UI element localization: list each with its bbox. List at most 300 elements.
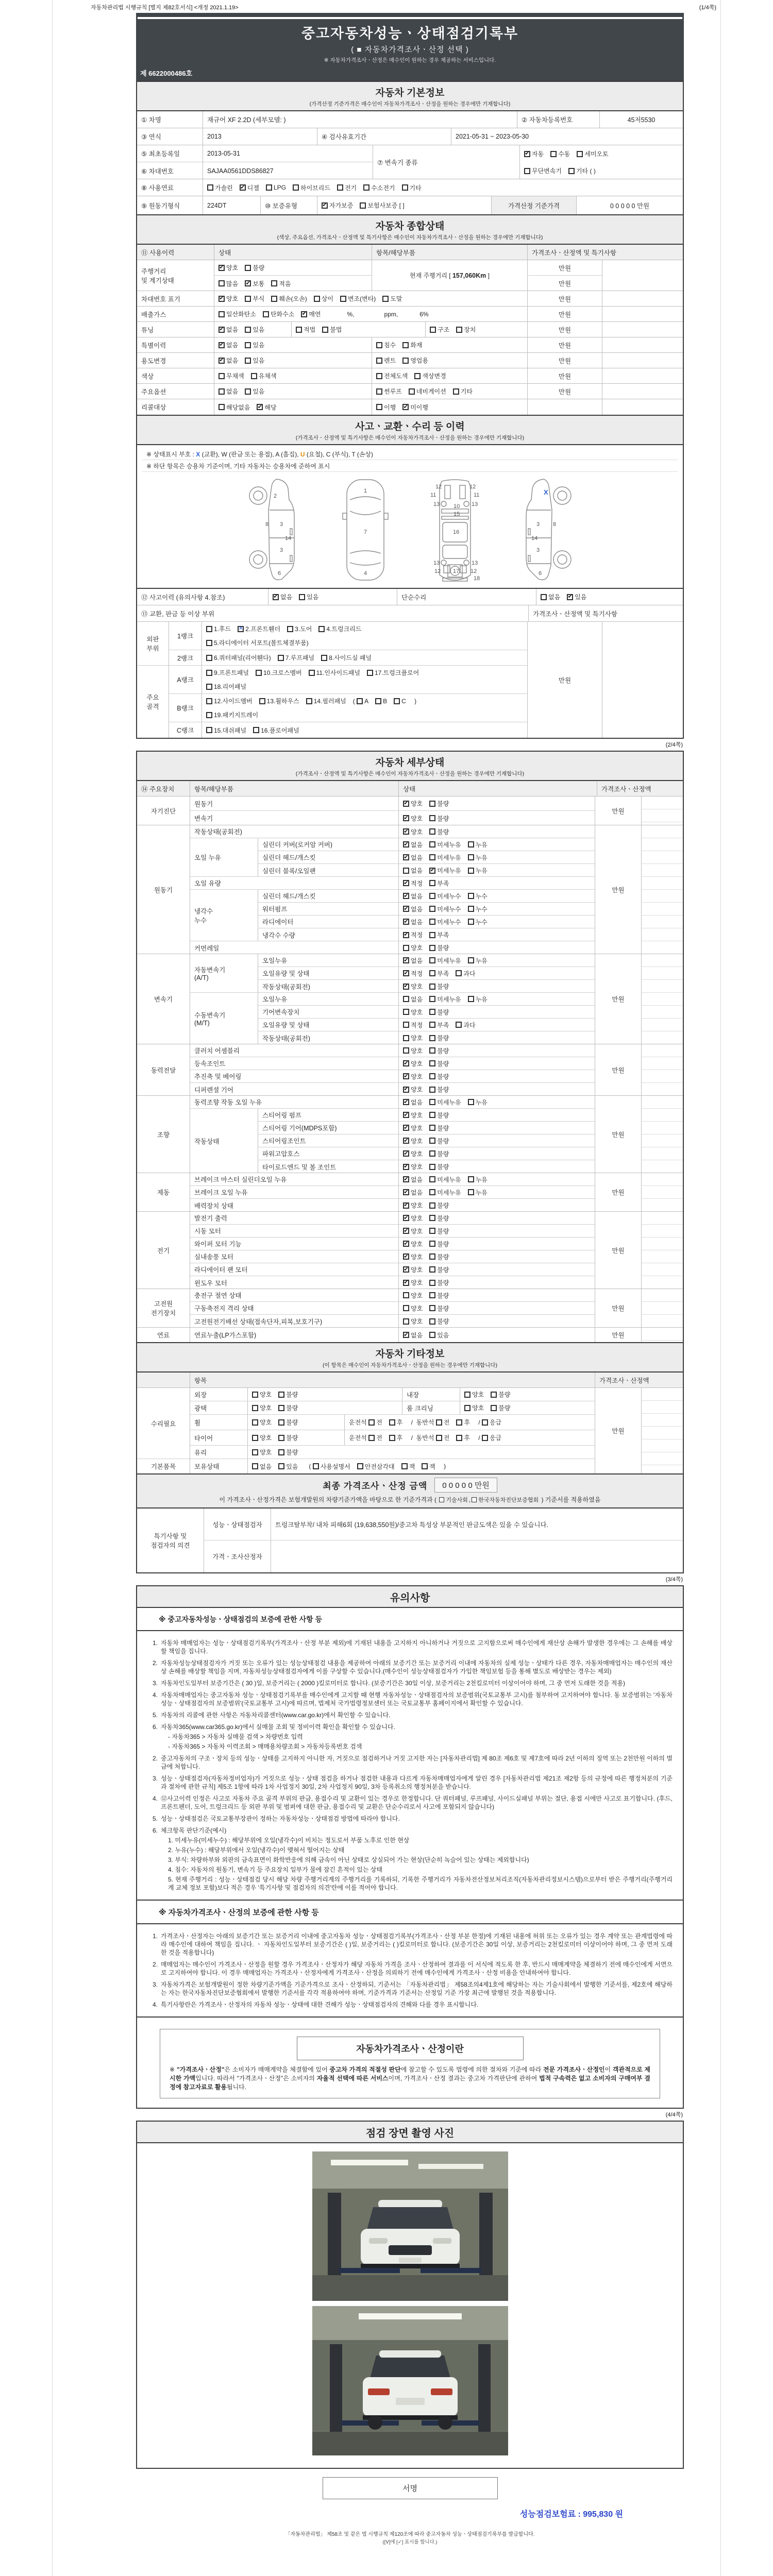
table-subrow (202, 650, 527, 666)
text-cell: 스티어링조인트 (258, 1134, 399, 1147)
section-header-overall (136, 215, 684, 245)
checkbox-있음: 있음 (245, 356, 264, 365)
checkbox-전: 전 (368, 1433, 382, 1442)
text-cell: 만원 (528, 384, 602, 399)
notice-item: 2. 자동차성능상태점검자가 거짓 또는 오류가 있는 성능상태점검 내용을 제공하여 아래의 보증기간 또는 보증거리 이내에 자동차의 실제 성능ㆍ상태가 다른 경우, 자동차매매업자는 매수인의 재산상 손해를 배상할 책임을 지며, 자동차성능상태점검자에게 이를 구상할 수 있습니다.(매수인이 성능상태점검자가 가입한 책임보험 등을 통해 별도로 배상받는 경우는 제외) (152, 1659, 673, 1675)
text-cell (642, 1212, 683, 1289)
svg-text:16: 16 (452, 529, 459, 535)
table-row (137, 1388, 683, 1473)
section-title: 점검 장면 촬영 사진 (365, 2128, 455, 2139)
text-cell: 연료누출(LP가스포함) (190, 1328, 399, 1342)
text-run: 운전석 (349, 1419, 369, 1426)
checkbox-미세누유: 미세누유 (429, 1188, 461, 1197)
checkbox-해당: ✔ 해당 (257, 403, 277, 411)
notice-item: 4. 자동차매매업자는 중고자동차 성능ㆍ상태점검기록부를 매수인에게 고지할 때 현행 자동차성능ㆍ상태점검자의 보증범위(국토교통부 고시)를 첨부하여 고지하여야 합니다. 동 보증범위는 '자동차성능ㆍ상태점검자의 보증범위'(국토교통부 고시)에 따르며, 법제처 국가법령정보센터 또는 국토교통부 홈페이지에서 확인할 수 있습니다. (152, 1691, 673, 1707)
text-run: / (476, 1434, 482, 1442)
check-cell (399, 980, 595, 992)
notice-item: 2. 중고자동차의 구조ㆍ장치 등의 성능ㆍ상태를 고지하지 아니한 자, 거짓으로 점검하거나 거짓 고지한 자는 [자동차관리법] 제 80조 제6호 및 제7호에 따라 2년 이하의 징역 또는 2천만원 이하의 벌금에 처합니다. (152, 1755, 673, 1770)
table-subrow (258, 1134, 595, 1147)
text-cell: 충전구 절연 상태 (190, 1289, 399, 1301)
table-subrow (190, 1289, 595, 1302)
checkbox-양호: ✔ 양호 (404, 1111, 423, 1119)
svg-text:11: 11 (430, 492, 436, 498)
table-subrow (258, 851, 595, 864)
checkbox-미세누유: ✔ 미세누유 (430, 867, 461, 874)
svg-text:3: 3 (279, 547, 283, 553)
check-cell (399, 1238, 595, 1250)
table-subrow (258, 954, 595, 967)
text-cell: 배력장치 상태 (190, 1199, 399, 1211)
checkbox-불량: 불량 (491, 1403, 510, 1412)
text-cell: 구동축전지 격리 상태 (190, 1302, 399, 1314)
checkbox-기타: 기타 (402, 183, 422, 192)
check-cell (317, 196, 492, 214)
text-cell (602, 291, 683, 306)
checkbox-적음: 적음 (271, 279, 291, 288)
final-price-amount: 0 0 0 0 0 만원 (434, 1478, 497, 1493)
text-cell: 만원 (595, 1212, 642, 1289)
checkbox-누수: 누수 (468, 918, 488, 926)
table-subrow (190, 1238, 595, 1250)
table-subrow (190, 993, 595, 1044)
table-subrow (190, 1173, 595, 1186)
table-subrow (190, 1212, 595, 1225)
text-cell: ⑥ 차대번호 (141, 167, 174, 175)
section-title: 자동차 세부상태 (375, 757, 445, 768)
checkbox-11.인사이드패널: 11.인사이드패널 (309, 668, 360, 677)
cell-group (190, 796, 595, 825)
table-subrow (190, 811, 595, 825)
checkbox-화재: 화재 (402, 341, 422, 349)
text-cell (642, 1044, 683, 1095)
text-cell: ⑩ 보증유형 (261, 196, 317, 214)
notice-item: 4. ⑫사고이력 인정은 사고로 자동차 주요 골격 부위의 판금, 용접수리 및 교환이 있는 경우로 한정합니다. 단 쿼터패널, 루프패널, 사이드실패널 부위는 절단, 용접 시에만 사고로 표기합니다. (후드, 프론트펜더, 도어, 트렁크리드 등 외판 부위 및 범퍼에 대한 판금, 용접수리 및 교환은 단순수리로서 사고에 포함되지 않습니다) (152, 1795, 673, 1810)
inspection-photos (136, 2143, 684, 2469)
checkbox-잭: 잭 (401, 1462, 415, 1471)
table-subrow (258, 916, 595, 928)
checkbox-불량: 불량 (429, 943, 449, 952)
emphasized-text: U (300, 451, 305, 458)
text-cell (271, 1540, 683, 1572)
detail-state-table (136, 781, 684, 1343)
checkbox-불량: 불량 (278, 1390, 298, 1399)
checkbox-2.프론트휀더: ✕ 2.프론트휀더 (238, 625, 281, 633)
table-row (137, 1044, 683, 1096)
section-title: 유의사항 (390, 1592, 430, 1604)
text-run: 6% (419, 310, 429, 318)
checkbox-양호: ✔ 양호 (404, 1266, 423, 1274)
text-cell: 추진축 및 베어링 (190, 1070, 399, 1082)
text-cell: 만원 (528, 307, 602, 321)
text-cell: 자기진단 (137, 796, 190, 825)
text-cell: 차대번호 표기 (137, 291, 214, 306)
section-header-accident (136, 416, 684, 445)
checkbox-불량: 불량 (429, 982, 449, 991)
checkbox-양호: 양호 (252, 1433, 272, 1442)
text-cell: 항목/해당부품 (372, 245, 528, 260)
checkbox-없음: ✔ 없음 (404, 1098, 423, 1106)
checkbox-전기: 전기 (337, 183, 357, 192)
table-subrow (258, 928, 595, 941)
checkbox-불량: 불량 (429, 814, 449, 823)
appraisal-title: 자동차가격조사ㆍ산정이란 (297, 2037, 524, 2060)
checkbox-누유: 누유 (468, 995, 488, 1004)
text-cell: 동력조향 작동 오일 누유 (190, 1096, 399, 1108)
check-cell (399, 1160, 595, 1173)
notice-a-header: ※ 중고자동차성능ㆍ상태점검의 보증에 관한 사항 등 (159, 1615, 323, 1623)
overall-state-table (136, 245, 684, 416)
table-subrow (190, 825, 595, 838)
text-cell: 가격ㆍ조사산정자 (204, 1540, 271, 1572)
table-subrow (190, 954, 595, 993)
text-cell: 1랭크 (177, 633, 194, 640)
svg-text:6: 6 (538, 570, 542, 577)
check-cell (399, 825, 595, 838)
appraisal-definition-box (136, 2018, 684, 2109)
text-cell: 타이로드엔드 및 볼 조인트 (258, 1160, 399, 1173)
checkbox-불량: 불량 (429, 1059, 449, 1068)
checkbox-양호: ✔ 양호 (404, 1214, 423, 1222)
svg-text:18: 18 (473, 575, 480, 582)
cell-group (137, 622, 169, 738)
checkbox-부족: 부족 (429, 969, 449, 978)
form-reference-line (53, 1, 720, 13)
check-cell (214, 322, 292, 337)
checkbox-양호: 양호 (464, 1390, 484, 1399)
page-marker-3: (3/4쪽) (665, 1577, 683, 1583)
checkbox-양호: ✔ 양호 (404, 1202, 423, 1209)
text-run: (교환), W (판금 또는 용접), A (흠집), (200, 451, 300, 458)
checkbox-18.리어패널: 18.리어패널 (206, 682, 246, 691)
check-cell (399, 1263, 595, 1276)
text-cell: 변속기 (190, 811, 399, 825)
text-cell: 작동상태(공회전) (258, 980, 399, 992)
text-cell: 워터펌프 (258, 903, 399, 915)
text-cell: 라디에이터 팬 모터 (190, 1263, 399, 1276)
section-header-notice (136, 1585, 684, 1608)
text-cell: 특기사항 및 점검자의 의견 (137, 1509, 204, 1572)
table-subrow (190, 1083, 595, 1095)
notice-item: 2. 매매업자는 매수인이 가격조사ㆍ산정을 원할 경우 가격조사ㆍ산정자가 해당 자동차 가격을 조사ㆍ산정하여 결과를 이 서식에 적도록 한 후, 반드시 매매계약을 체결하기 전에 매수인에게 서면으로 고지하여야 합니다. 이 경우 매매업자는 가격조사ㆍ산정자에게 가격조사ㆍ산정을 의뢰하기 전에 매수인에게 가격조사ㆍ산정 비용을 안내하여야 합니다. (152, 1961, 673, 1976)
footer-line-1: 「자동차관리법」 제58조 및 같은 법 시행규칙 제120조에 따라 중고자동차 성능ㆍ상태점검기록부를 발급합니다. (285, 2532, 535, 2537)
text-run: ppm, (384, 310, 398, 318)
checkbox-적정: ✔ 적정 (404, 931, 423, 939)
section-note: (가격산정 기준가격은 매수인이 자동차가격조사ㆍ산정을 원하는 경우에만 기재합니다) (309, 101, 511, 107)
checkbox-양호: 양호 (403, 1008, 423, 1016)
svg-text:8: 8 (265, 521, 268, 528)
checkbox-누수: 누수 (468, 892, 488, 901)
table-subrow (190, 838, 595, 877)
table-subrow (258, 1147, 595, 1160)
check-cell (399, 928, 595, 941)
checkbox-불량: 불량 (429, 799, 449, 808)
table-subrow (190, 1044, 595, 1057)
text-cell: 항목/해당부품 (190, 781, 399, 796)
text-run: 입니다. 따라서 "가격조사ㆍ산정"은 소비자의 (195, 2075, 317, 2082)
text-cell: 가격조사ㆍ산정액 (595, 1372, 683, 1387)
text-cell: 작동상태(공회전) (190, 825, 399, 838)
text-cell: 용도변경 (137, 353, 214, 368)
checkbox-17.트렁크플로어: 17.트렁크플로어 (367, 668, 419, 677)
table-row (137, 196, 683, 214)
svg-text:3: 3 (536, 547, 540, 553)
check-lines (202, 694, 527, 722)
table-subrow (528, 260, 602, 276)
check-cell (399, 1044, 595, 1057)
table-subrow (190, 1186, 595, 1199)
check-cell (248, 1459, 595, 1473)
checkbox-미세누유: 미세누유 (429, 1175, 461, 1184)
text-cell (642, 1096, 683, 1173)
svg-text:X: X (543, 488, 548, 496)
text-cell (602, 307, 683, 321)
checkbox-디젤: ✔ 디젤 (240, 184, 259, 192)
text-cell: 주요 골격 (146, 694, 159, 710)
text-cell: 만원 (595, 954, 642, 1044)
check-cell (248, 1446, 595, 1459)
checkbox-있음: 있음 (245, 341, 264, 349)
check-cell (214, 307, 528, 321)
text-cell (642, 1173, 683, 1211)
table-subrow (190, 1415, 595, 1430)
check-cell (214, 276, 372, 291)
check-cell (399, 1173, 595, 1185)
cell-group (190, 825, 595, 954)
checkbox-양호: ✔ 양호 (404, 815, 423, 822)
checkbox-16.플로어패널: 16.플로어패널 (253, 726, 299, 735)
table-subrow (258, 1160, 595, 1173)
check-cell (399, 796, 595, 810)
checkbox-없음: 없음 (403, 866, 423, 875)
checkbox-미세누수: 미세누수 (429, 892, 461, 901)
checkbox-상이: 상이 (314, 294, 333, 303)
section-note: (가격조사ㆍ산정액 및 특기사항은 매수인이 자동차가격조사ㆍ산정을 원하는 경우에만 기재합니다) (295, 435, 525, 441)
table-subrow (528, 276, 602, 291)
title-band (136, 13, 684, 81)
check-cell (399, 1070, 595, 1082)
check-cell (292, 322, 426, 337)
checkbox-무단변속기: 무단변속기 (524, 166, 562, 175)
text-cell: 만원 (595, 796, 642, 825)
checkbox-일산화탄소: 일산화탄소 (219, 310, 256, 318)
check-cell (460, 1388, 595, 1401)
check-cell (214, 368, 372, 383)
text-cell: ① 차명 (137, 111, 203, 128)
check-cell (372, 368, 528, 383)
checkbox-미세누유: 미세누유 (429, 840, 461, 849)
table-row (137, 353, 683, 368)
checkbox-없음: ✔ 없음 (273, 594, 293, 601)
notice-b-header-box (136, 1901, 684, 1924)
document-number: 제 6622000486호 (140, 70, 193, 77)
table-subrow (202, 666, 527, 694)
text-cell: 항목 (190, 1372, 595, 1387)
check-cell (399, 1186, 595, 1198)
text-run: ( (309, 1463, 313, 1470)
cell-group (190, 1212, 595, 1289)
table-subrow (190, 877, 595, 890)
table-subrow (202, 722, 527, 738)
check-cell (399, 1109, 595, 1121)
section-title: 자동차 기본정보 (375, 88, 445, 98)
checkbox-양호: 양호 (403, 943, 423, 952)
text-cell: 원동기 (190, 796, 399, 810)
table-subrow (137, 145, 203, 162)
check-cell (399, 967, 595, 979)
emphasized-text: 법적 구속력은 없고 소비자의 구매여부 결정에 참고자료로 활용 (170, 2075, 650, 2091)
emphasized-text: 자율적 선택에 따른 서비스 (316, 2075, 389, 2082)
emphasized-text: 전문 가격조사ㆍ산정인 (543, 2066, 605, 2073)
checkbox-불량: 불량 (429, 1046, 449, 1055)
table-subrow (258, 890, 595, 903)
document-title: 중고자동차성능ㆍ상태점검기록부 (301, 26, 519, 41)
checkbox-불량: 불량 (278, 1403, 298, 1412)
text-cell: 전기 (137, 1212, 190, 1289)
text-cell: A랭크 (177, 676, 194, 684)
cell-group (528, 260, 602, 291)
checkbox-불량: 불량 (429, 1201, 449, 1210)
text-cell: 자동변속기 (A/T) (190, 954, 258, 992)
final-price-title: 최종 가격조사ㆍ산정 금액 (323, 1481, 428, 1491)
cell-group (258, 993, 595, 1044)
table-subrow (520, 145, 683, 162)
table-subrow (258, 864, 595, 876)
text-cell: 고전원전기배선 상태(접속단자,피복,보호기구) (190, 1315, 399, 1327)
checkbox-양호: ✔ 양호 (404, 828, 423, 836)
svg-text:14: 14 (284, 535, 291, 541)
table-row (137, 384, 683, 399)
checkbox-없음: ✔ 없음 (404, 854, 423, 861)
check-cell (399, 1031, 595, 1044)
check-cell (214, 337, 372, 352)
emphasized-text: 객관적으로 제시한 가액 (170, 2066, 650, 2082)
svg-text:13: 13 (471, 560, 478, 566)
text-cell: 오일누유 (258, 993, 399, 1005)
check-cell (214, 399, 372, 415)
table-subrow (204, 1540, 683, 1572)
text-cell: 만원 (558, 264, 572, 272)
checkbox-잭: 잭 (422, 1462, 435, 1471)
checkbox-불량: 불량 (429, 1291, 449, 1300)
car-left-side-diagram (243, 477, 309, 583)
table-subrow (258, 993, 595, 1006)
checkbox-후: 후 (456, 1418, 470, 1427)
text-cell: ⑫ 사고이력 (유의사항 4.참조) (137, 589, 268, 605)
table-subrow (190, 1302, 595, 1315)
text-run: %, (347, 310, 355, 318)
checkbox-누유: 누유 (468, 840, 488, 849)
text-cell: 배출가스 (137, 307, 214, 321)
checkbox-양호: ✔ 양호 (404, 1227, 423, 1235)
check-cell (399, 916, 595, 928)
check-cell (399, 890, 595, 902)
section-note: (가격조사ㆍ산정액 및 특기사항은 매수인이 자동차가격조사ㆍ산정을 원하는 경우에만 기재합니다) (295, 771, 525, 777)
checkbox-미세누유: 미세누유 (429, 956, 461, 965)
svg-text:6: 6 (277, 570, 281, 577)
table-row (137, 1212, 683, 1289)
section-note: (색상, 주요옵션, 가격조사ㆍ산정액 및 특기사항은 매수인이 자동차가격조사ㆍ산정을 원하는 경우에만 기재합니다) (277, 234, 543, 241)
table-row (137, 954, 683, 1044)
check-cell (536, 589, 683, 605)
checkbox-양호: ✔ 양호 (404, 1163, 423, 1171)
checkbox-많음: 많음 (219, 279, 238, 288)
checkbox-4.트렁크리드: 4.트렁크리드 (318, 624, 361, 633)
text-cell (602, 322, 683, 337)
checkbox-기타: 기타 (453, 387, 473, 396)
section-title: 자동차 종합상태 (375, 221, 445, 232)
other-info-table (136, 1372, 684, 1475)
text-run: / (476, 1418, 482, 1426)
checkbox-매연: ✔ 매연 (301, 311, 321, 318)
checkbox-유채색: 유채색 (251, 371, 277, 380)
law-reference: 자동차관리법 시행규칙 [별지 제82호서식] <개정 2021.1.19> (91, 5, 239, 11)
checkbox-이행: 이행 (376, 403, 396, 412)
checkbox-불량: 불량 (429, 1252, 449, 1261)
checkbox-없음: 없음 (219, 387, 238, 396)
text-cell: ⑧ 사용연료 (137, 179, 203, 196)
text-cell: 특별이력 (137, 337, 214, 352)
checkbox-누유: 누유 (468, 1175, 488, 1184)
text-cell (528, 399, 602, 415)
svg-text:2: 2 (273, 493, 277, 499)
text-cell: 스티어링 펌프 (258, 1109, 399, 1121)
checkbox-양호: 양호 (403, 1291, 423, 1300)
final-price-note (137, 1495, 683, 1504)
page-marker-1: (1/4쪽) (699, 5, 716, 11)
text-cell: ⑤ 최초등록일 (141, 150, 180, 158)
checkbox-불량: 불량 (429, 1149, 449, 1158)
svg-text:14: 14 (531, 535, 537, 541)
text-cell (642, 1388, 683, 1473)
table-subrow (190, 1263, 595, 1276)
table-subrow (169, 722, 201, 738)
checkbox-미세누유: 미세누유 (429, 995, 461, 1004)
checkbox-부족: 부족 (429, 930, 449, 939)
final-price-band (136, 1475, 684, 1509)
text-cell: 색상 (137, 368, 214, 383)
table-subrow (190, 1446, 595, 1459)
notice-item: 3. 성능ㆍ상태점검자(자동차정비업자)가 거짓으로 성능ㆍ상태 점검을 하거나 점검한 내용과 다르게 자동차매매업자에게 알린 경우 [자동차관리법 제21조 제2항 등의 규정에 따른 행정처분의 기준과 절차에 관한 규칙] 제5조 1항에 따라 1차 사업정지 30일, 2차 사업정지 90일, 3차 등록취소의 행정처분을 받습니다. (152, 1775, 673, 1790)
notice-item: 3. 자동차인도일부터 보증기간은 ( 30 )일, 보증거리는 ( 2000 )킬로미터로 합니다. (보증기간은 30일 이상, 보증거리는 2천킬로미터 이상이어야 하며, 그 중 먼저 도래한 것을 적용) (152, 1680, 626, 1687)
check-cell (399, 1212, 595, 1224)
checkbox-양호: 양호 (403, 1317, 423, 1326)
text-cell: 조향 (137, 1096, 190, 1173)
checkbox-미세누유: 미세누유 (429, 1098, 461, 1107)
check-cell (203, 179, 683, 196)
text-cell: 만원 (528, 368, 602, 383)
document-subtitle-note: ※ 자동차가격조사ㆍ산정은 매수인이 원하는 경우 제공하는 서비스입니다. (324, 57, 496, 63)
checkbox-불량: 불량 (429, 1137, 449, 1145)
checkbox-보험사보증 [ ]: 보험사보증 [ ] (360, 201, 404, 210)
accident-diagram-block (136, 445, 684, 589)
check-cell (399, 903, 595, 915)
table-subrow (137, 1388, 190, 1459)
checkbox-없음: ✔ 없음 (404, 892, 423, 900)
checkbox-미세누수: 미세누수 (429, 918, 461, 926)
check-cell (248, 1415, 345, 1430)
checkbox-없음: 없음 (252, 1462, 272, 1471)
checkbox-양호: ✔ 양호 (404, 1240, 423, 1248)
page-marker-2: (2/4쪽) (665, 742, 683, 748)
checkbox-불량: 불량 (429, 1072, 449, 1081)
text-cell: 작동상태 (190, 1109, 258, 1173)
checkbox-과다: 과다 (456, 1021, 475, 1029)
checkbox-1.후드: 1.후드 (206, 624, 231, 633)
check-cell (399, 877, 595, 889)
text-run: / 동반석 (409, 1419, 436, 1426)
check-cell (399, 1019, 595, 1031)
text-cell (602, 622, 683, 738)
